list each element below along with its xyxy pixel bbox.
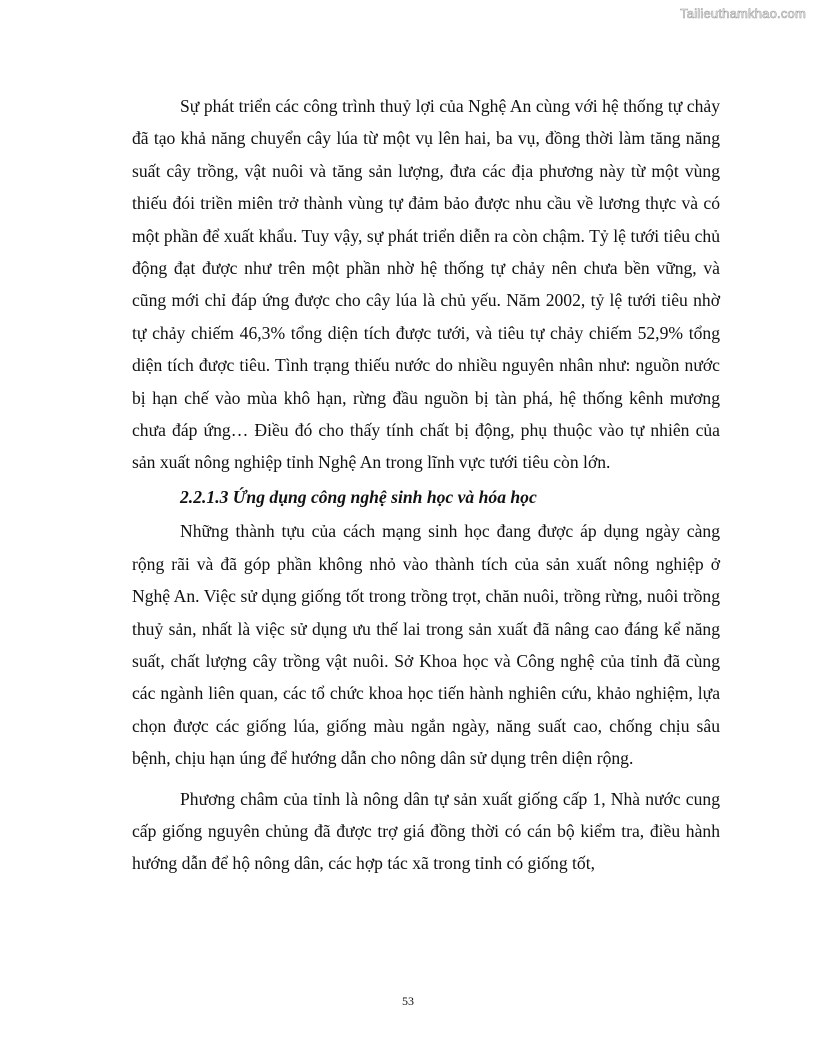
page-number: 53: [402, 994, 414, 1008]
document-body: [132, 90, 720, 880]
paragraph-biotech: Những thành tựu của cách mạng sinh học đang được áp dụng ngày càng rộng rãi và đã góp phần không nhỏ vào thành tích của sản xuất nông nghiệp ở Nghệ An. Việc sử dụng giống tốt trong trồng trọt, chăn nuôi, trồng rừng, nuôi trồng thuỷ sản, nhất là việc sử dụng ưu thế lai trong sản xuất đã nâng cao đáng kể năng suất, chất lượng cây trồng vật nuôi. Sở Khoa học và Công nghệ của tỉnh đã cùng các ngành liên quan, các tổ chức khoa học tiến hành nghiên cứu, khảo nghiệm, lựa chọn được các giống lúa, giống màu ngắn ngày, năng suất cao, chống chịu sâu bệnh, chịu hạn úng để hướng dẫn cho nông dân sử dụng trên diện rộng.: [132, 521, 720, 769]
watermark-text: Tailieuthamkhao.com: [680, 6, 806, 21]
section-heading: 2.2.1.3 Ứng dụng công nghệ sinh học và hóa học: [180, 486, 537, 507]
paragraph-policy: Phương châm của tỉnh là nông dân tự sản xuất giống cấp 1, Nhà nước cung cấp giống nguyên chủng đã được trợ giá đồng thời có cán bộ kiểm tra, điều hành hướng dẫn để hộ nông dân, các hợp tác xã trong tỉnh có giống tốt,: [132, 788, 720, 874]
paragraph-irrigation: Sự phát triển các công trình thuỷ lợi của Nghệ An cùng với hệ thống tự chảy đã tạo khả năng chuyển cây lúa từ một vụ lên hai, ba vụ, đồng thời làm tăng năng suất cây trồng, vật nuôi và tăng sản lượng, đưa các địa phương này từ một vùng thiếu đói triền miên trở thành vùng tự đảm bảo được nhu cầu về lương thực và có một phần để xuất khẩu. Tuy vậy, sự phát triển diễn ra còn chậm. Tỷ lệ tưới tiêu chủ động đạt được như trên một phần nhờ hệ thống tự chảy nên chưa bền vững, và cũng mới chỉ đáp ứng được cho cây lúa là chủ yếu. Năm 2002, tỷ lệ tưới tiêu nhờ tự chảy chiếm 46,3% tổng diện tích được tưới, và tiêu tự chảy chiếm 52,9% tổng diện tích được tiêu. Tình trạng thiếu nước do nhiều nguyên nhân như: nguồn nước bị hạn chế vào mùa khô hạn, rừng đầu nguồn bị tàn phá, hệ thống kênh mương chưa đáp ứng… Điều đó cho thấy tính chất bị động, phụ thuộc vào tự nhiên của sản xuất nông nghiệp tỉnh Nghệ An trong lĩnh vực tưới tiêu còn lớn.: [132, 96, 720, 473]
